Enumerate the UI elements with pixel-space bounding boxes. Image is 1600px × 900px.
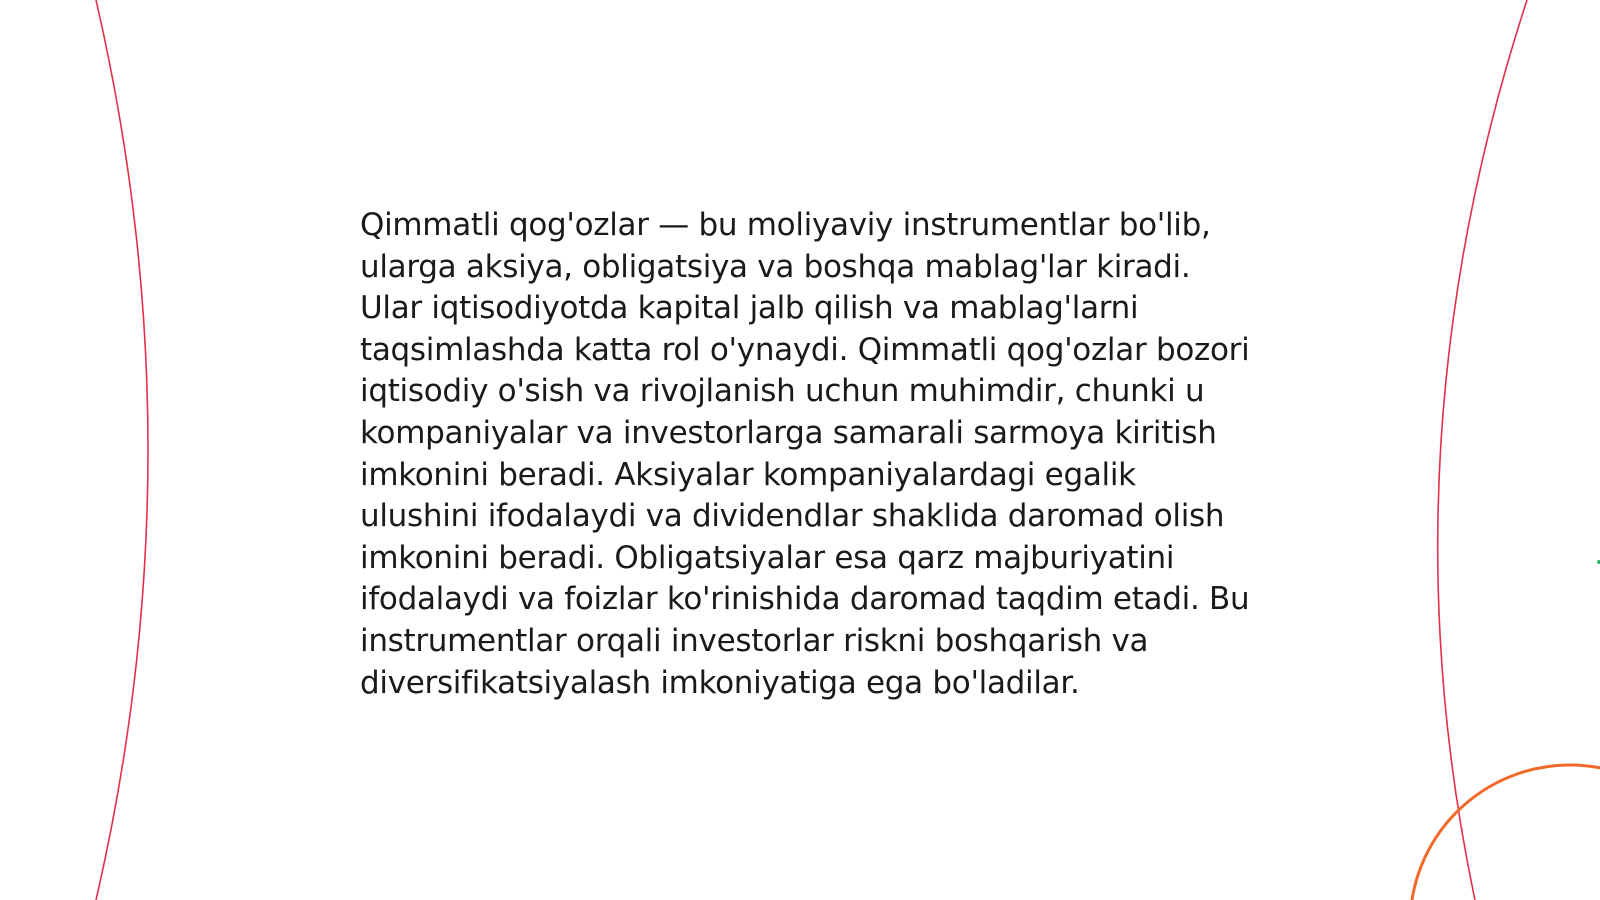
body-paragraph: Qimmatli qog'ozlar — bu moliyaviy instrumentlar bo'lib, ularga aksiya, obligatsiya va boshqa mablag'lar kiradi. Ular iqtisodiyotda kapital jalb qilish va mablag'larni taqsimlashda katta rol o'ynaydi. Qimmatli qog'ozlar bozori iqtisodiy o'sish va rivojlanish uchun muhimdir, chunki u kompaniyalar va investorlarga samarali sarmoya kiritish imkonini beradi. Aksiyalar kompaniyalardagi egalik ulushini ifodalaydi va dividendlar shaklida daromad olish imkonini beradi. Obligatsiyalar esa qarz majburiyatini ifodalaydi va foizlar ko'rinishida daromad taqdim etadi. Bu instrumentlar orqali investorlar riskni boshqarish va diversifikatsiyalash imkoniyatiga ega bo'ladilar. xyxy=(360,207,1250,701)
left-arc-line xyxy=(96,0,148,900)
right-arc-line xyxy=(1438,0,1527,900)
corner-circle-arc xyxy=(1410,765,1600,900)
